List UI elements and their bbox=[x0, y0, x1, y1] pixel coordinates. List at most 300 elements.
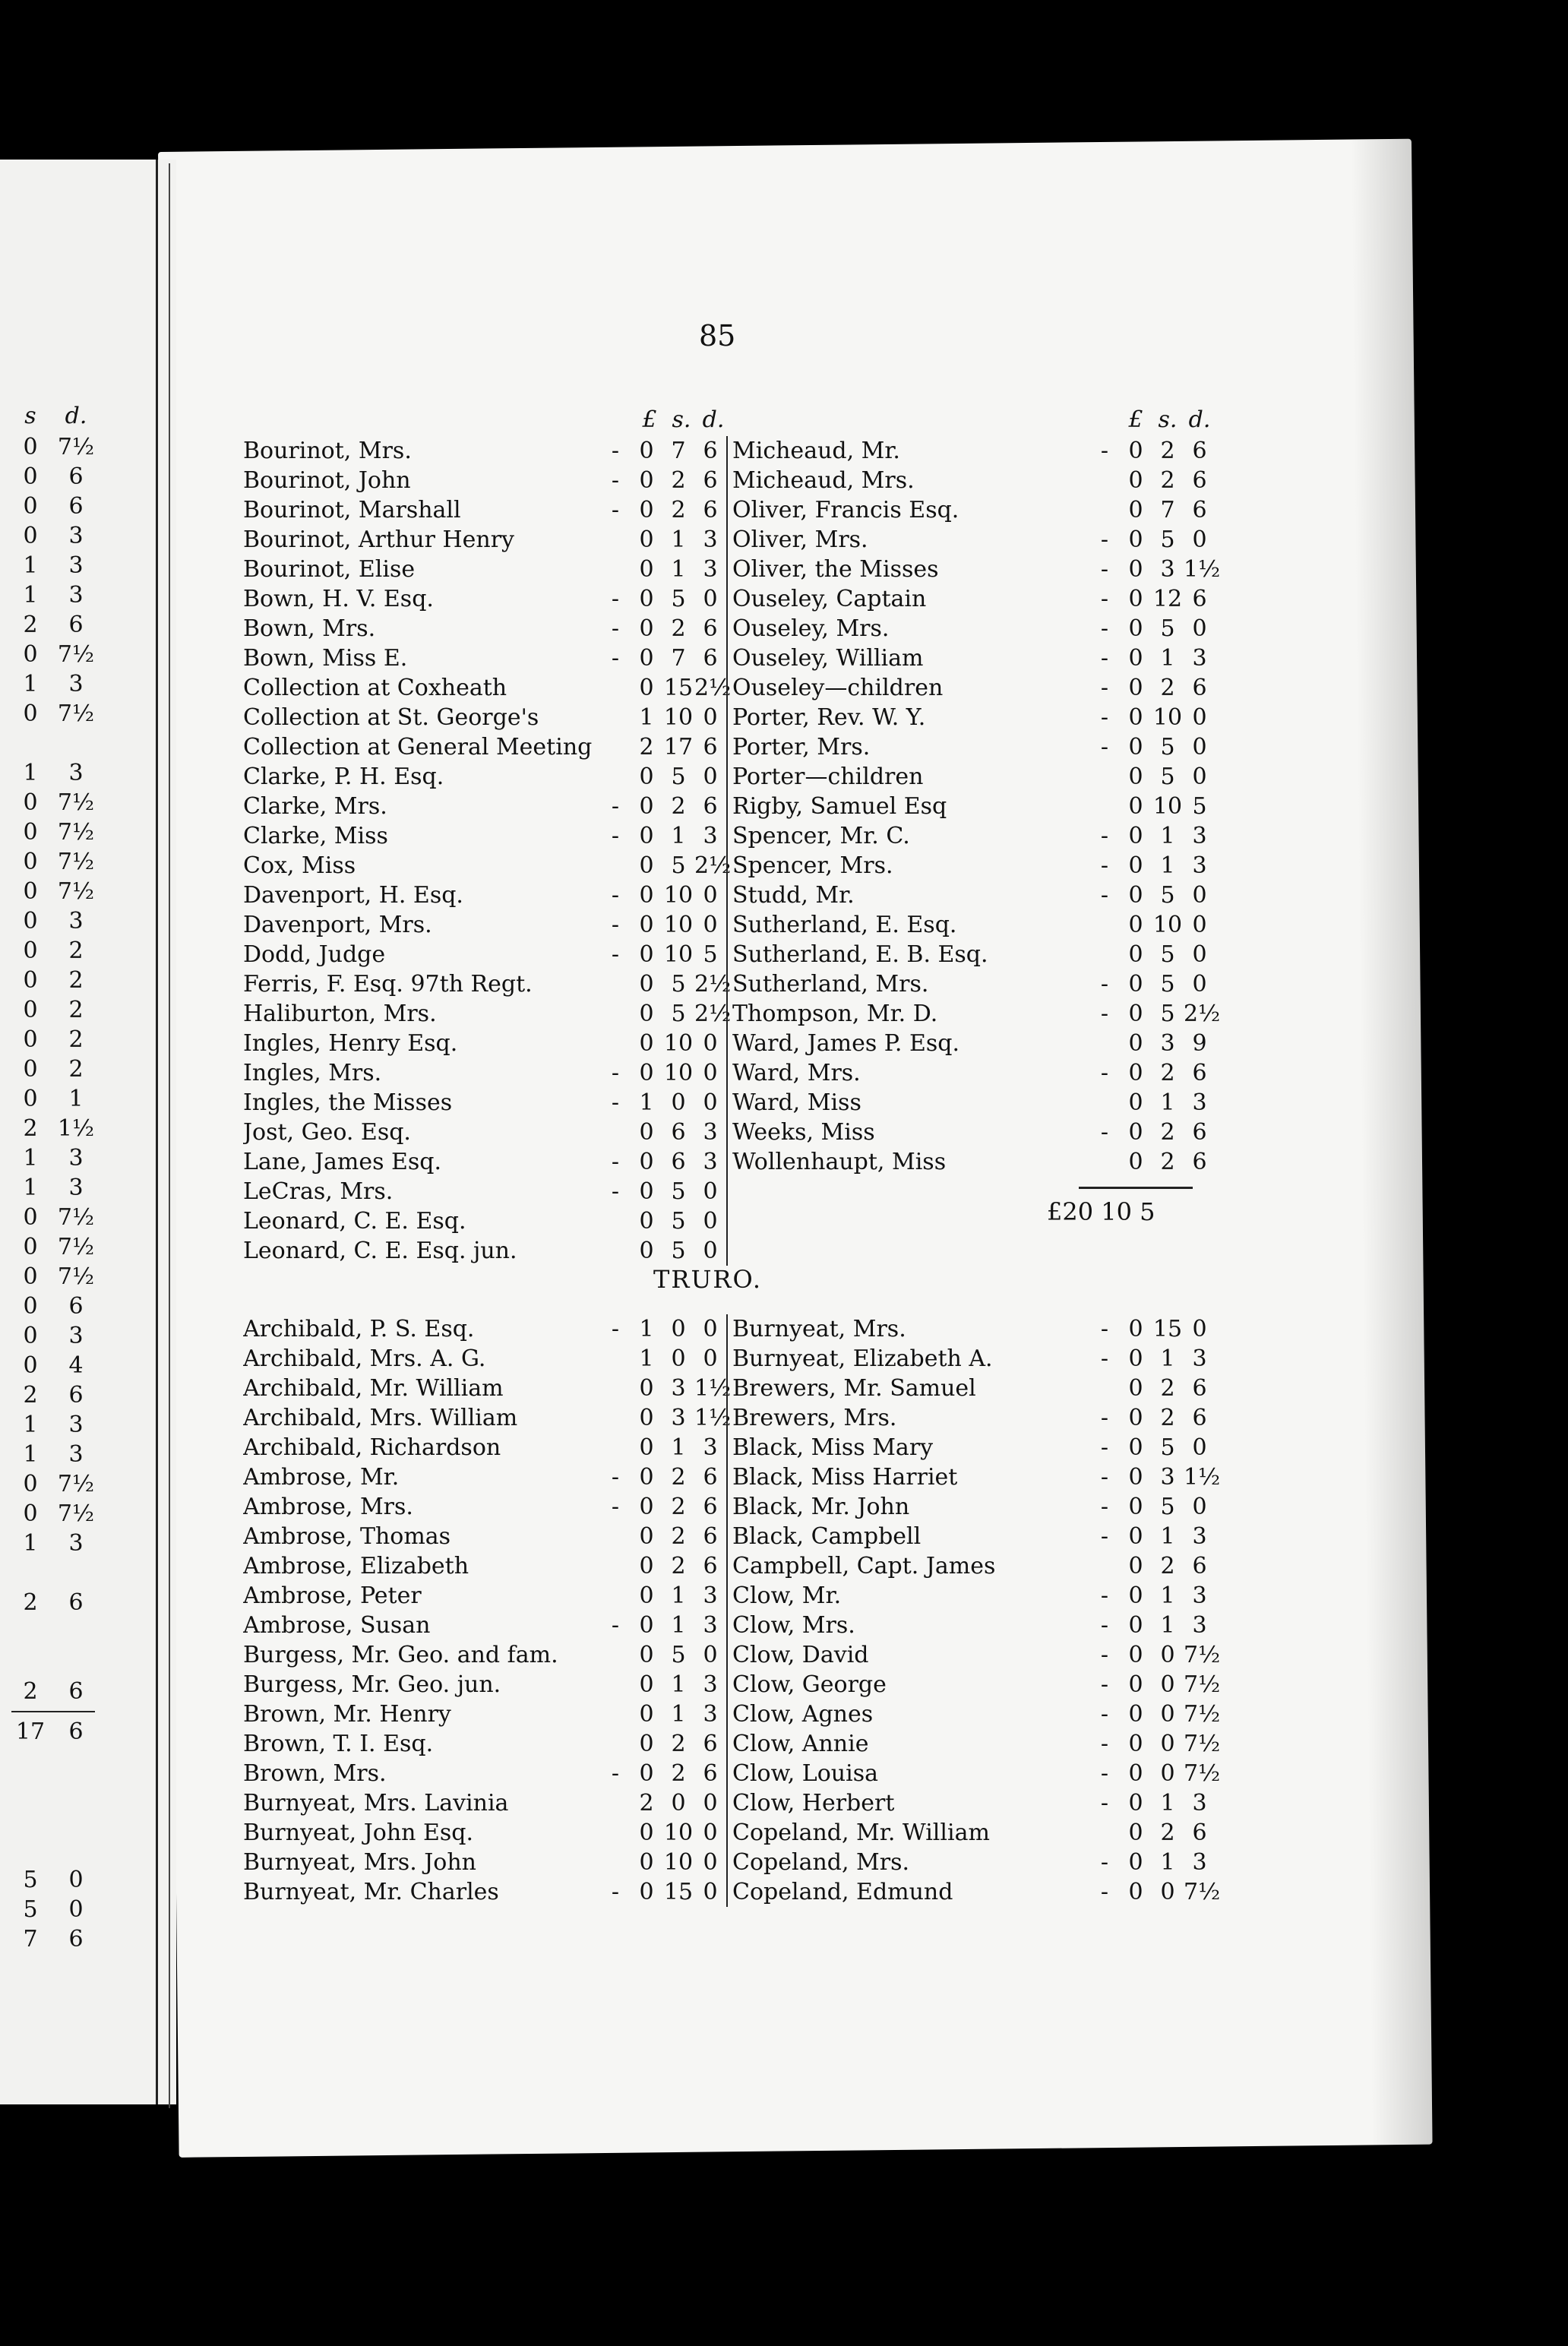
prev-amount-row bbox=[11, 1924, 95, 1954]
prev-total-pence: 6 bbox=[68, 1718, 84, 1745]
amount bbox=[1120, 910, 1216, 940]
prev-pence: 7½ bbox=[57, 849, 95, 875]
pence: 6 bbox=[1192, 497, 1207, 523]
leader-dash bbox=[600, 762, 631, 792]
pence: 6 bbox=[1192, 675, 1207, 701]
pence: 6 bbox=[703, 1731, 718, 1757]
pence: 6 bbox=[1192, 1405, 1207, 1431]
leader-dash bbox=[600, 1029, 631, 1058]
subscriber-name: Burnyeat, Mr. Charles bbox=[243, 1879, 499, 1905]
prev-shillings: 5 bbox=[23, 1896, 38, 1923]
leader-dash bbox=[1089, 1818, 1120, 1848]
amount bbox=[1120, 1118, 1216, 1147]
list-row bbox=[243, 703, 1216, 732]
amount bbox=[1120, 732, 1216, 762]
prev-shillings: 5 bbox=[23, 1867, 38, 1893]
amount bbox=[1120, 673, 1216, 703]
pence: 6 bbox=[1192, 1060, 1207, 1086]
amount bbox=[1120, 1147, 1216, 1177]
leader-dash: - bbox=[1100, 1405, 1109, 1431]
pounds: 0 bbox=[639, 645, 654, 672]
list-row bbox=[243, 1670, 1221, 1699]
shillings: 10 bbox=[663, 1060, 694, 1086]
list-row bbox=[243, 1462, 1221, 1492]
amount bbox=[1120, 881, 1216, 910]
leader-dash: - bbox=[611, 1464, 620, 1491]
pounds: 0 bbox=[1128, 1790, 1143, 1816]
prev-shillings: 0 bbox=[23, 997, 38, 1023]
pounds: 0 bbox=[639, 1582, 654, 1609]
left-entry bbox=[243, 525, 726, 555]
pounds: 0 bbox=[1128, 1030, 1143, 1057]
subscriber-name: Oliver, Mrs. bbox=[732, 526, 868, 553]
subscriber-name: Ouseley—children bbox=[732, 675, 944, 701]
prev-pence bbox=[57, 1747, 95, 1776]
pounds: 0 bbox=[639, 1149, 654, 1175]
leader-dash: - bbox=[1100, 1879, 1109, 1905]
leader-dash: - bbox=[1100, 1701, 1109, 1728]
prev-pence: 7½ bbox=[57, 789, 95, 816]
shillings: 0 bbox=[1160, 1760, 1175, 1787]
shillings: 5 bbox=[1160, 971, 1175, 998]
right-entry bbox=[726, 466, 1216, 495]
shillings: 5 bbox=[1160, 1494, 1175, 1520]
right-entry bbox=[726, 1492, 1216, 1522]
pence: 3 bbox=[1192, 1849, 1207, 1876]
section-heading-truro: TRURO. bbox=[653, 1265, 763, 1294]
amount bbox=[1120, 1551, 1216, 1581]
left-entry bbox=[243, 495, 726, 525]
subscriber-name: Bown, H. V. Esq. bbox=[243, 586, 434, 612]
subscriber-name: Spencer, Mrs. bbox=[732, 852, 893, 879]
right-entry bbox=[726, 1147, 1216, 1177]
right-entry bbox=[726, 436, 1216, 466]
leader-dash bbox=[600, 1848, 631, 1877]
prev-amount-row bbox=[11, 1806, 95, 1835]
left-entry bbox=[243, 466, 726, 495]
amount bbox=[1120, 614, 1216, 643]
pounds: 0 bbox=[639, 1494, 654, 1520]
prev-pence: 3 bbox=[68, 671, 84, 697]
prev-shillings: 1 bbox=[23, 1145, 38, 1171]
prev-pence: 3 bbox=[68, 1175, 84, 1201]
right-entry bbox=[726, 1848, 1216, 1877]
leader-dash: - bbox=[1100, 1464, 1109, 1491]
leader-dash: - bbox=[1100, 1582, 1109, 1609]
pence: 0 bbox=[1192, 764, 1207, 790]
shillings bbox=[1152, 1177, 1184, 1206]
subscriber-name: Micheaud, Mrs. bbox=[732, 467, 915, 494]
list-row bbox=[243, 999, 1221, 1029]
amount bbox=[631, 1729, 726, 1759]
shillings: 1 bbox=[671, 1434, 686, 1461]
pence: 7½ bbox=[1184, 1642, 1221, 1668]
pence: 6 bbox=[1192, 467, 1207, 494]
pence: 0 bbox=[703, 912, 718, 938]
prev-pence: 3 bbox=[68, 582, 84, 609]
amount bbox=[1120, 792, 1216, 821]
pence: 3 bbox=[703, 1701, 718, 1728]
amount bbox=[631, 1314, 726, 1344]
prev-shillings: 0 bbox=[23, 1204, 38, 1231]
amount bbox=[631, 703, 726, 732]
leader-dash bbox=[1089, 940, 1120, 969]
amount bbox=[631, 584, 726, 614]
pence: 3 bbox=[1192, 1582, 1207, 1609]
subscriber-name: Burgess, Mr. Geo. and fam. bbox=[243, 1642, 558, 1668]
pence bbox=[1184, 1236, 1216, 1266]
pence: 3 bbox=[703, 1434, 718, 1461]
leader-dash: - bbox=[611, 1316, 620, 1342]
subscriber-name: Burnyeat, Mrs. John bbox=[243, 1849, 477, 1876]
pounds: 0 bbox=[1128, 467, 1143, 494]
pence: 0 bbox=[1192, 912, 1207, 938]
prev-pence: 6 bbox=[68, 1589, 84, 1616]
leader-dash bbox=[600, 1374, 631, 1403]
prev-amount-row bbox=[11, 432, 95, 462]
pounds: 0 bbox=[1128, 734, 1143, 760]
prev-shillings: 0 bbox=[23, 1293, 38, 1320]
prev-pence: 3 bbox=[68, 1530, 84, 1557]
prev-amount-row bbox=[11, 699, 95, 729]
pounds: 0 bbox=[639, 1208, 654, 1235]
left-entry bbox=[243, 1029, 726, 1058]
amount bbox=[631, 1848, 726, 1877]
pounds: 0 bbox=[639, 497, 654, 523]
prev-amount-row bbox=[11, 1677, 95, 1706]
leader-dash: - bbox=[1100, 526, 1109, 553]
amount bbox=[1120, 466, 1216, 495]
left-entry bbox=[243, 1433, 726, 1462]
prev-shillings: 0 bbox=[23, 1263, 38, 1290]
pence: 6 bbox=[1192, 1375, 1207, 1402]
left-entry bbox=[243, 881, 726, 910]
shillings: 7 bbox=[1160, 497, 1175, 523]
pounds: 0 bbox=[639, 1119, 654, 1146]
pence: 0 bbox=[1192, 734, 1207, 760]
leader-dash bbox=[600, 1551, 631, 1581]
prev-shillings: 2 bbox=[23, 1678, 38, 1705]
shillings: 5 bbox=[671, 1642, 686, 1668]
prev-pence: 3 bbox=[68, 1441, 84, 1468]
shillings: 1 bbox=[1160, 1345, 1175, 1372]
pounds: 0 bbox=[1128, 1671, 1143, 1698]
shillings: 5 bbox=[1160, 764, 1175, 790]
shillings: 5 bbox=[1160, 882, 1175, 909]
right-entry bbox=[726, 1236, 1216, 1266]
prev-shillings: 1 bbox=[23, 552, 38, 579]
right-entry bbox=[726, 495, 1216, 525]
leader-dash bbox=[1089, 792, 1120, 821]
shillings: 7 bbox=[671, 438, 686, 464]
leader-dash: - bbox=[1100, 852, 1109, 879]
shillings: 7 bbox=[671, 645, 686, 672]
leader-dash bbox=[600, 969, 631, 999]
leader-dash bbox=[1089, 495, 1120, 525]
leader-dash bbox=[600, 673, 631, 703]
pence: 3 bbox=[1192, 1523, 1207, 1550]
left-entry bbox=[243, 851, 732, 881]
subscriber-name: Ward, Mrs. bbox=[732, 1060, 861, 1086]
amount bbox=[631, 466, 726, 495]
prev-heading: s bbox=[24, 403, 36, 429]
leader-dash: - bbox=[1100, 615, 1109, 642]
pence bbox=[1184, 1177, 1216, 1206]
shillings: 10 bbox=[1152, 793, 1183, 820]
prev-shillings bbox=[11, 1558, 49, 1588]
subscriber-name: Ambrose, Thomas bbox=[243, 1523, 451, 1550]
amount bbox=[1120, 1699, 1221, 1729]
prev-shillings: 0 bbox=[23, 1026, 38, 1053]
right-entry bbox=[726, 821, 1216, 851]
leader-dash bbox=[1089, 1147, 1120, 1177]
pence: 1½ bbox=[694, 1405, 732, 1431]
list-row bbox=[243, 1581, 1216, 1611]
pounds: 0 bbox=[639, 438, 654, 464]
shillings: 2 bbox=[671, 1494, 686, 1520]
prev-shillings bbox=[11, 1617, 49, 1647]
list-row bbox=[243, 1640, 1221, 1670]
page-edge-shadow bbox=[1351, 139, 1433, 2145]
prev-amount-row bbox=[11, 551, 95, 580]
amount bbox=[631, 792, 726, 821]
leader-dash: - bbox=[611, 941, 620, 968]
subscriber-name: Burnyeat, Mrs. Lavinia bbox=[243, 1790, 509, 1816]
shillings: 5 bbox=[671, 1238, 686, 1264]
pounds: 0 bbox=[1128, 793, 1143, 820]
right-entry bbox=[726, 1029, 1216, 1058]
pounds: 0 bbox=[1128, 526, 1143, 553]
amount bbox=[631, 969, 732, 999]
subscriber-name: Jost, Geo. Esq. bbox=[243, 1119, 411, 1146]
subscriber-name: Ingles, Henry Esq. bbox=[243, 1030, 458, 1057]
shillings: 2 bbox=[671, 467, 686, 494]
leader-dash bbox=[600, 1699, 631, 1729]
pence: 0 bbox=[703, 1060, 718, 1086]
prev-amount-row bbox=[11, 1440, 95, 1469]
prev-pence: 3 bbox=[68, 1145, 84, 1171]
prev-pence: 2 bbox=[68, 1056, 84, 1083]
list-row bbox=[243, 614, 1216, 643]
leader-dash bbox=[1089, 466, 1120, 495]
subscriber-name: Studd, Mr. bbox=[732, 882, 855, 909]
leader-dash bbox=[600, 1118, 631, 1147]
left-entry bbox=[243, 732, 726, 762]
pounds: 0 bbox=[639, 615, 654, 642]
pounds: 0 bbox=[1128, 1060, 1143, 1086]
prev-pence: 6 bbox=[68, 493, 84, 520]
shillings: 1 bbox=[1160, 1790, 1175, 1816]
pounds: 0 bbox=[639, 912, 654, 938]
pence: 6 bbox=[703, 734, 718, 760]
subscriber-name: Spencer, Mr. C. bbox=[732, 823, 910, 849]
pounds: 0 bbox=[639, 1849, 654, 1876]
prev-amount-row bbox=[11, 1262, 95, 1292]
shillings: 1 bbox=[671, 823, 686, 849]
prev-amount-row bbox=[11, 1469, 95, 1499]
subscriber-name: Archibald, Mrs. William bbox=[243, 1405, 518, 1431]
prev-pence: 7½ bbox=[57, 1500, 95, 1527]
pence: 2½ bbox=[1184, 1001, 1221, 1027]
leader-dash: - bbox=[1100, 882, 1109, 909]
pounds: 0 bbox=[1128, 823, 1143, 849]
pounds: 1 bbox=[639, 1345, 654, 1372]
list-row bbox=[243, 1729, 1221, 1759]
shillings: 2 bbox=[671, 1731, 686, 1757]
shillings: 10 bbox=[1152, 704, 1183, 731]
pounds: 0 bbox=[1128, 1731, 1143, 1757]
pounds: 0 bbox=[1128, 1553, 1143, 1579]
pounds: 0 bbox=[1128, 1849, 1143, 1876]
subscriber-name: Copeland, Mr. William bbox=[732, 1820, 990, 1846]
prev-pence: 1 bbox=[68, 1086, 84, 1112]
prev-total bbox=[11, 1717, 95, 1747]
prev-shillings: 2 bbox=[23, 612, 38, 638]
list-row bbox=[243, 1492, 1216, 1522]
subscriber-name: Copeland, Edmund bbox=[732, 1879, 953, 1905]
shillings: 0 bbox=[1160, 1731, 1175, 1757]
pence: 0 bbox=[703, 1030, 718, 1057]
subscriber-name: Burgess, Mr. Geo. jun. bbox=[243, 1671, 501, 1698]
leader-dash: - bbox=[611, 438, 620, 464]
shillings: 3 bbox=[1160, 1030, 1175, 1057]
pence: 0 bbox=[703, 882, 718, 909]
subscriber-name bbox=[732, 1236, 1089, 1266]
pence: 6 bbox=[703, 1523, 718, 1550]
leader-dash: - bbox=[611, 497, 620, 523]
prev-amount-row bbox=[11, 1173, 95, 1203]
amount bbox=[631, 1177, 726, 1206]
prev-amount-row bbox=[11, 1835, 95, 1865]
shillings: 3 bbox=[671, 1405, 686, 1431]
pounds: 0 bbox=[1128, 1464, 1143, 1491]
subscriber-name: Brown, Mrs. bbox=[243, 1760, 387, 1787]
amount bbox=[1120, 1818, 1216, 1848]
shillings: 15 bbox=[663, 675, 694, 701]
pounds: 0 bbox=[1128, 882, 1143, 909]
leader-dash: - bbox=[1100, 971, 1109, 998]
shillings: 3 bbox=[1160, 556, 1175, 583]
left-entry bbox=[243, 1118, 726, 1147]
amount bbox=[631, 555, 726, 584]
amount bbox=[1120, 1058, 1216, 1088]
pounds: 0 bbox=[639, 1612, 654, 1639]
leader-dash: - bbox=[611, 1089, 620, 1116]
amount bbox=[631, 732, 726, 762]
pounds: 0 bbox=[1128, 615, 1143, 642]
pence: 3 bbox=[703, 1612, 718, 1639]
shillings bbox=[1152, 1236, 1184, 1266]
shillings: 10 bbox=[663, 1849, 694, 1876]
left-entry bbox=[243, 969, 732, 999]
prev-shillings: 1 bbox=[23, 1412, 38, 1438]
subscriber-name: Archibald, Mr. William bbox=[243, 1375, 504, 1402]
prev-shillings: 0 bbox=[23, 434, 38, 460]
leader-dash bbox=[600, 1818, 631, 1848]
subscriber-name: Collection at St. George's bbox=[243, 704, 539, 731]
amount bbox=[631, 1788, 726, 1818]
amount bbox=[1120, 1611, 1216, 1640]
pence: 0 bbox=[703, 1790, 718, 1816]
pounds: 0 bbox=[1128, 1316, 1143, 1342]
list-row bbox=[243, 821, 1216, 851]
subscriber-name: Ouseley, William bbox=[732, 645, 924, 672]
gutter-rule bbox=[156, 160, 158, 2104]
subscriber-name: Ward, James P. Esq. bbox=[732, 1030, 959, 1057]
pence: 3 bbox=[703, 526, 718, 553]
prev-pence bbox=[57, 1647, 95, 1677]
shillings: 0 bbox=[1160, 1671, 1175, 1698]
amount bbox=[1120, 1670, 1221, 1699]
prev-shillings: 0 bbox=[23, 937, 38, 964]
shillings: 1 bbox=[671, 1582, 686, 1609]
pence: 6 bbox=[703, 1494, 718, 1520]
prev-amount-row bbox=[11, 492, 95, 521]
amount bbox=[1120, 1088, 1216, 1118]
pence: 3 bbox=[1192, 1345, 1207, 1372]
shillings: 5 bbox=[671, 971, 686, 998]
right-entry bbox=[726, 940, 1216, 969]
subscriber-name: Archibald, P. S. Esq. bbox=[243, 1316, 475, 1342]
prev-amount-row bbox=[11, 1321, 95, 1351]
left-entry bbox=[243, 1344, 726, 1374]
amount bbox=[631, 851, 732, 881]
prev-pence: 7½ bbox=[57, 1471, 95, 1497]
pence: 0 bbox=[703, 1345, 718, 1372]
subscriber-name: Collection at General Meeting bbox=[243, 734, 593, 760]
list-row bbox=[243, 1058, 1216, 1088]
pounds: 0 bbox=[639, 1464, 654, 1491]
pounds: 0 bbox=[639, 675, 654, 701]
subscriber-name: LeCras, Mrs. bbox=[243, 1178, 394, 1205]
pence: 7½ bbox=[1184, 1760, 1221, 1787]
subscriber-name: Sutherland, E. Esq. bbox=[732, 912, 957, 938]
prev-amount-row bbox=[11, 1865, 95, 1895]
left-entry bbox=[243, 1640, 726, 1670]
leader-dash: - bbox=[1100, 1849, 1109, 1876]
pence: 0 bbox=[703, 586, 718, 612]
shillings: 0 bbox=[1160, 1701, 1175, 1728]
prev-pence: 4 bbox=[68, 1352, 84, 1379]
list-row bbox=[243, 1314, 1216, 1344]
subscriber-name: Leonard, C. E. Esq. bbox=[243, 1208, 466, 1235]
prev-shillings: 0 bbox=[23, 819, 38, 846]
prev-shillings: 0 bbox=[23, 849, 38, 875]
pounds: 0 bbox=[639, 1642, 654, 1668]
amount bbox=[1120, 1344, 1216, 1374]
pounds: 1 bbox=[639, 704, 654, 731]
pounds: 0 bbox=[1128, 1149, 1143, 1175]
right-entry bbox=[726, 1759, 1221, 1788]
amount bbox=[1120, 1492, 1216, 1522]
prev-amount-row bbox=[11, 1380, 95, 1410]
subscriber-name: Wollenhaupt, Miss bbox=[732, 1149, 947, 1175]
left-entry bbox=[243, 1699, 726, 1729]
prev-amount-row bbox=[11, 1025, 95, 1054]
prev-amount-row bbox=[11, 1747, 95, 1776]
prev-pence: 2 bbox=[68, 937, 84, 964]
amount bbox=[1120, 1433, 1216, 1462]
amount bbox=[1120, 1403, 1216, 1433]
amount bbox=[1120, 525, 1216, 555]
subscriber-name: Weeks, Miss bbox=[732, 1119, 875, 1146]
shillings: 1 bbox=[1160, 823, 1175, 849]
pounds: 0 bbox=[639, 1375, 654, 1402]
list-row bbox=[243, 1433, 1216, 1462]
leader-dash bbox=[600, 1344, 631, 1374]
amount bbox=[631, 1640, 726, 1670]
gutter-rule-inner bbox=[169, 163, 170, 2108]
